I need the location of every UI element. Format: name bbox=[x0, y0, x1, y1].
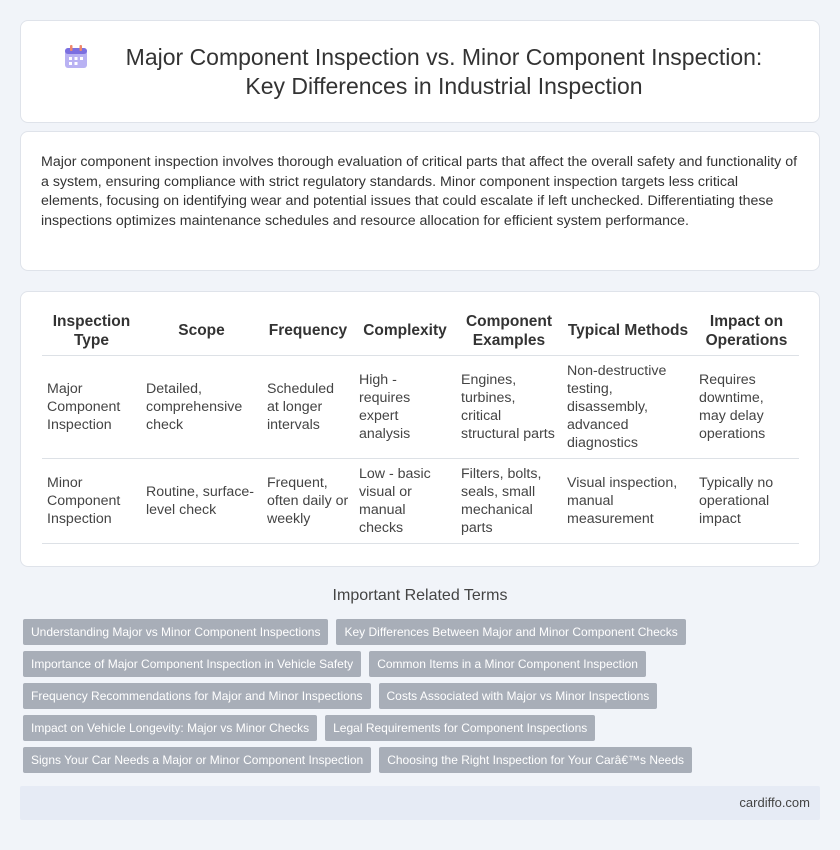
comparison-table-card bbox=[20, 291, 820, 567]
related-term-link[interactable]: Legal Requirements for Component Inspections bbox=[325, 715, 595, 741]
column-header: Component Examples bbox=[456, 307, 562, 355]
table-cell: Frequent, often daily or weekly bbox=[262, 458, 354, 543]
title-row bbox=[21, 21, 819, 122]
table-cell: Minor Component Inspection bbox=[42, 458, 141, 543]
tag-row bbox=[23, 683, 823, 709]
intro-card bbox=[20, 131, 820, 271]
column-header: Impact on Operations bbox=[694, 307, 799, 355]
table-cell: Typically no operational impact bbox=[694, 458, 799, 543]
tag-row bbox=[23, 715, 823, 741]
column-header: Inspection Type bbox=[42, 307, 141, 355]
table-cell: Routine, surface-level check bbox=[141, 458, 262, 543]
related-term-link[interactable]: Importance of Major Component Inspection in Vehicle Safety bbox=[23, 651, 361, 677]
related-term-link[interactable]: Common Items in a Minor Component Inspection bbox=[369, 651, 646, 677]
related-term-link[interactable]: Frequency Recommendations for Major and Minor Inspections bbox=[23, 683, 371, 709]
table-cell: Engines, turbines, critical structural parts bbox=[456, 355, 562, 458]
tag-row bbox=[23, 619, 823, 645]
table-cell: Visual inspection, manual measurement bbox=[562, 458, 694, 543]
related-term-link[interactable]: Signs Your Car Needs a Major or Minor Component Inspection bbox=[23, 747, 371, 773]
related-term-link[interactable]: Understanding Major vs Minor Component Inspections bbox=[23, 619, 328, 645]
tag-row bbox=[23, 747, 823, 773]
intro-paragraph: Major component inspection involves thorough evaluation of critical parts that affect the overall safety and functionality of a system, ensuring compliance with strict regulatory standards. Minor component inspection targets less critical elements, focusing on identifying wear and potential issues that could escalate if left unchecked. Differentiating these inspections optimizes maintenance schedules and resource allocation for efficient system performance. bbox=[41, 154, 798, 229]
footer bbox=[20, 786, 820, 820]
column-header: Scope bbox=[141, 307, 262, 355]
column-header: Typical Methods bbox=[562, 307, 694, 355]
related-terms-heading: Important Related Terms bbox=[332, 587, 508, 604]
related-term-link[interactable]: Impact on Vehicle Longevity: Major vs Minor Checks bbox=[23, 715, 317, 741]
table-cell: Requires downtime, may delay operations bbox=[694, 355, 799, 458]
column-header: Complexity bbox=[354, 307, 456, 355]
table-cell: Scheduled at longer intervals bbox=[262, 355, 354, 458]
tag-row bbox=[23, 651, 823, 677]
header-card bbox=[20, 20, 820, 123]
comparison-table bbox=[42, 307, 799, 544]
table-cell: Non-destructive testing, disassembly, advanced diagnostics bbox=[562, 355, 694, 458]
column-header: Frequency bbox=[262, 307, 354, 355]
table-cell: Detailed, comprehensive check bbox=[141, 355, 262, 458]
calendar-icon bbox=[61, 42, 91, 72]
table-cell: Major Component Inspection bbox=[42, 355, 141, 458]
table-cell: Filters, bolts, seals, small mechanical parts bbox=[456, 458, 562, 543]
related-term-link[interactable]: Choosing the Right Inspection for Your Carâ€™s Needs bbox=[379, 747, 692, 773]
related-terms-list bbox=[23, 619, 823, 779]
table-row bbox=[42, 458, 799, 543]
table-cell: Low - basic visual or manual checks bbox=[354, 458, 456, 543]
page-title: Major Component Inspection vs. Minor Component Inspection: Key Differences in Industrial Inspection bbox=[125, 43, 763, 99]
table-header-row bbox=[42, 307, 799, 355]
related-term-link[interactable]: Key Differences Between Major and Minor Component Checks bbox=[336, 619, 685, 645]
footer-site-link[interactable]: cardiffo.com bbox=[739, 795, 810, 810]
table-row bbox=[42, 355, 799, 458]
related-term-link[interactable]: Costs Associated with Major vs Minor Inspections bbox=[379, 683, 658, 709]
table-cell: High - requires expert analysis bbox=[354, 355, 456, 458]
